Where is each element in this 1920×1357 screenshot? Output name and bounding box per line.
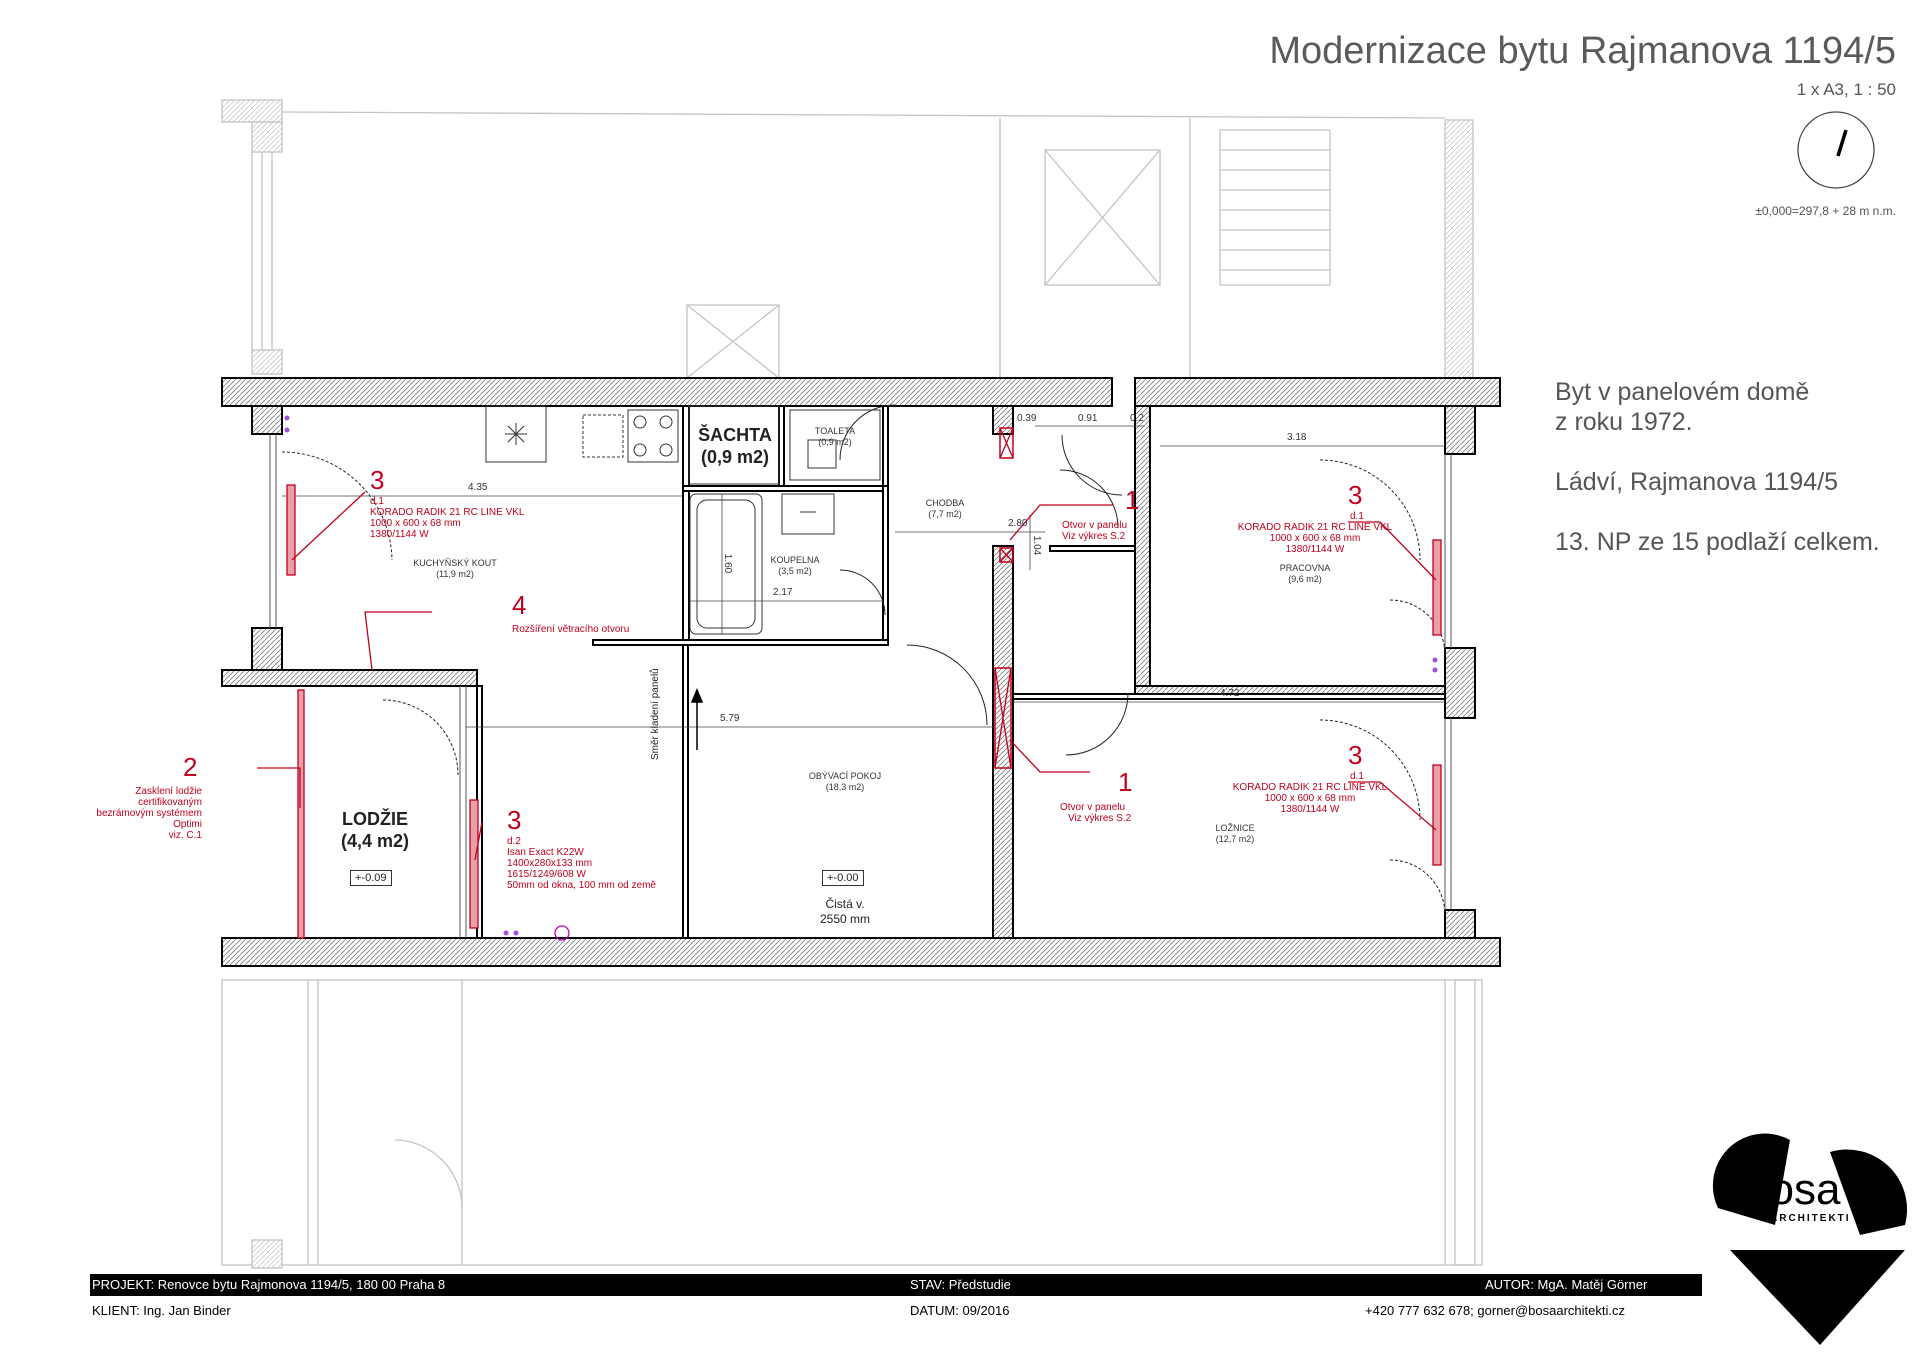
callout-1-top-line1: Otvor v panelu	[1062, 520, 1128, 531]
clear-height-value: 2550 mm	[819, 912, 871, 926]
callout-3-living-line4: 50mm od okna, 100 mm od země	[507, 880, 656, 891]
room-living-area: (18,3 m2)	[825, 782, 865, 792]
room-shaft-area: (0,9 m2)	[700, 447, 770, 467]
room-loggia-label: LODŽIE	[342, 809, 408, 829]
room-study-label: PRACOVNA	[1279, 563, 1331, 573]
kitchen-fixtures	[486, 406, 678, 462]
callout-1-top-number: 1	[1125, 485, 1140, 515]
callout-3-kitchen-line2: 1000 x 600 x 68 mm	[370, 518, 461, 529]
callout-3-living-number: 3	[507, 805, 522, 835]
callout-3-living-code: d.2	[507, 836, 521, 847]
room-kitchen-area: (11,9 m2)	[436, 569, 474, 579]
dim-0-2: 0.2	[1130, 413, 1144, 424]
callout-3-study-code: d.1	[1350, 511, 1364, 522]
callout-2-line3: bezrámovým systémem	[96, 808, 202, 819]
callout-2-line1: Zasklení lodžie	[135, 786, 202, 797]
callout-3-bedroom-line2: 1000 x 600 x 68 mm	[1264, 793, 1356, 804]
dim-4-72: 4.72	[1220, 688, 1240, 699]
dim-1-04: 1.04	[1031, 535, 1043, 556]
room-hall-label: CHODBA	[925, 498, 965, 508]
panel-direction-arrow	[692, 690, 702, 750]
panel-direction-label: Směr kladení panelů	[650, 668, 661, 760]
room-toilet-area: (0,9 m2)	[818, 437, 852, 447]
callout-2-line5: viz. C.1	[168, 830, 202, 841]
callout-3-kitchen-code: d.1	[370, 496, 384, 507]
callout-3-study-line3: 1380/1144 W	[1285, 544, 1345, 555]
dim-2-17: 2.17	[773, 587, 793, 598]
scale-note: 1 x A3, 1 : 50	[1796, 80, 1896, 99]
clear-height-label: Čistá v.	[825, 897, 865, 911]
callout-3-living-line3: 1615/1249/608 W	[507, 869, 586, 880]
room-bath-label: KOUPELNA	[770, 555, 820, 565]
north-arrow	[1798, 112, 1874, 188]
dim-2-80: 2.80	[1008, 518, 1028, 529]
callout-4-number: 4	[512, 590, 527, 620]
description-line-1: Byt v panelovém domě	[1555, 378, 1810, 406]
callout-3-study-line2: 1000 x 600 x 68 mm	[1269, 533, 1361, 544]
level-living: +-0.00	[822, 870, 864, 886]
room-loggia-area: (4,4 m2)	[340, 831, 410, 851]
drawing-title: Modernizace bytu Rajmanova 1194/5	[1269, 30, 1896, 72]
callout-1-bottom-number: 1	[1118, 767, 1133, 797]
footer-status: STAV: Předstudie	[910, 1277, 1011, 1292]
footer-contact: +420 777 632 678; gorner@bosaarchitekti.cz	[1365, 1303, 1626, 1318]
footer-date: DATUM: 09/2016	[910, 1303, 1010, 1318]
dim-0-91: 0.91	[1078, 413, 1098, 424]
callout-3-study-number: 3	[1348, 480, 1363, 510]
description-line-3: Ládví, Rajmanova 1194/5	[1555, 468, 1839, 496]
room-bedroom-label: LOŽNICE	[1215, 823, 1255, 833]
dim-0-39: 0.39	[1017, 413, 1037, 424]
level-loggia: +-0.09	[350, 870, 392, 886]
callout-3-kitchen-line1: KORADO RADIK 21 RC LINE VKL	[370, 507, 525, 518]
room-hall-area: (7,7 m2)	[928, 509, 962, 519]
callout-3-bedroom-number: 3	[1348, 740, 1363, 770]
callout-4-line1: Rozšíření větracího otvoru	[512, 624, 630, 635]
footer-client: KLIENT: Ing. Jan Binder	[92, 1303, 231, 1318]
callout-1-top-line2: Viz výkres S.2	[1062, 531, 1126, 542]
logo-subtext: ARCHITEKTI	[1770, 1213, 1851, 1224]
dim-3-18: 3.18	[1287, 432, 1307, 443]
callout-3-kitchen-line3: 1380/1144 W	[370, 529, 429, 540]
description-line-4: 13. NP ze 15 podlaží celkem.	[1555, 528, 1880, 556]
elevation-note: ±0,000=297,8 + 28 m n.m.	[1755, 204, 1896, 218]
callout-3-bedroom-line3: 1380/1144 W	[1280, 804, 1340, 815]
dim-1-60: 1.60	[722, 553, 734, 574]
room-toilet-label: TOALETA	[814, 426, 856, 436]
footer-project: PROJEKT: Renovce bytu Rajmonova 1194/5, 180 00 Praha 8	[92, 1277, 446, 1292]
callout-1-bottom-line1: Otvor v panelu	[1060, 802, 1126, 813]
callout-3-living-line2: 1400x280x133 mm	[507, 858, 593, 869]
callout-2-number: 2	[183, 752, 198, 782]
room-living-label: OBÝVACÍ POKOJ	[808, 771, 882, 781]
dim-5-79: 5.79	[720, 713, 740, 724]
dim-4-35: 4.35	[468, 482, 488, 493]
room-bedroom-area: (12,7 m2)	[1215, 834, 1255, 844]
callout-3-bedroom-code: d.1	[1350, 771, 1364, 782]
description-line-2: z roku 1972.	[1555, 408, 1693, 436]
room-kitchen-label: KUCHYŇSKÝ KOUT	[413, 558, 497, 568]
callout-3-living-line1: Isan Exact K22W	[507, 847, 584, 858]
callout-3-kitchen-number: 3	[370, 465, 385, 495]
callout-1-bottom-line2: Viz výkres S.2	[1068, 813, 1132, 824]
footer-author: AUTOR: MgA. Matěj Görner	[1485, 1277, 1648, 1292]
callout-2-line2: certifikovaným	[138, 797, 202, 808]
callout-3-bedroom-line1: KORADO RADIK 21 RC LINE VKL	[1232, 782, 1388, 793]
room-study-area: (9,6 m2)	[1288, 574, 1322, 584]
callout-2-line4: Optimi	[173, 819, 202, 830]
room-bath-area: (3,5 m2)	[778, 566, 812, 576]
logo-text: bosa	[1745, 1165, 1841, 1214]
callout-3-study-line1: KORADO RADIK 21 RC LINE VKL	[1237, 522, 1393, 533]
room-shaft-label: ŠACHTA	[698, 425, 772, 445]
